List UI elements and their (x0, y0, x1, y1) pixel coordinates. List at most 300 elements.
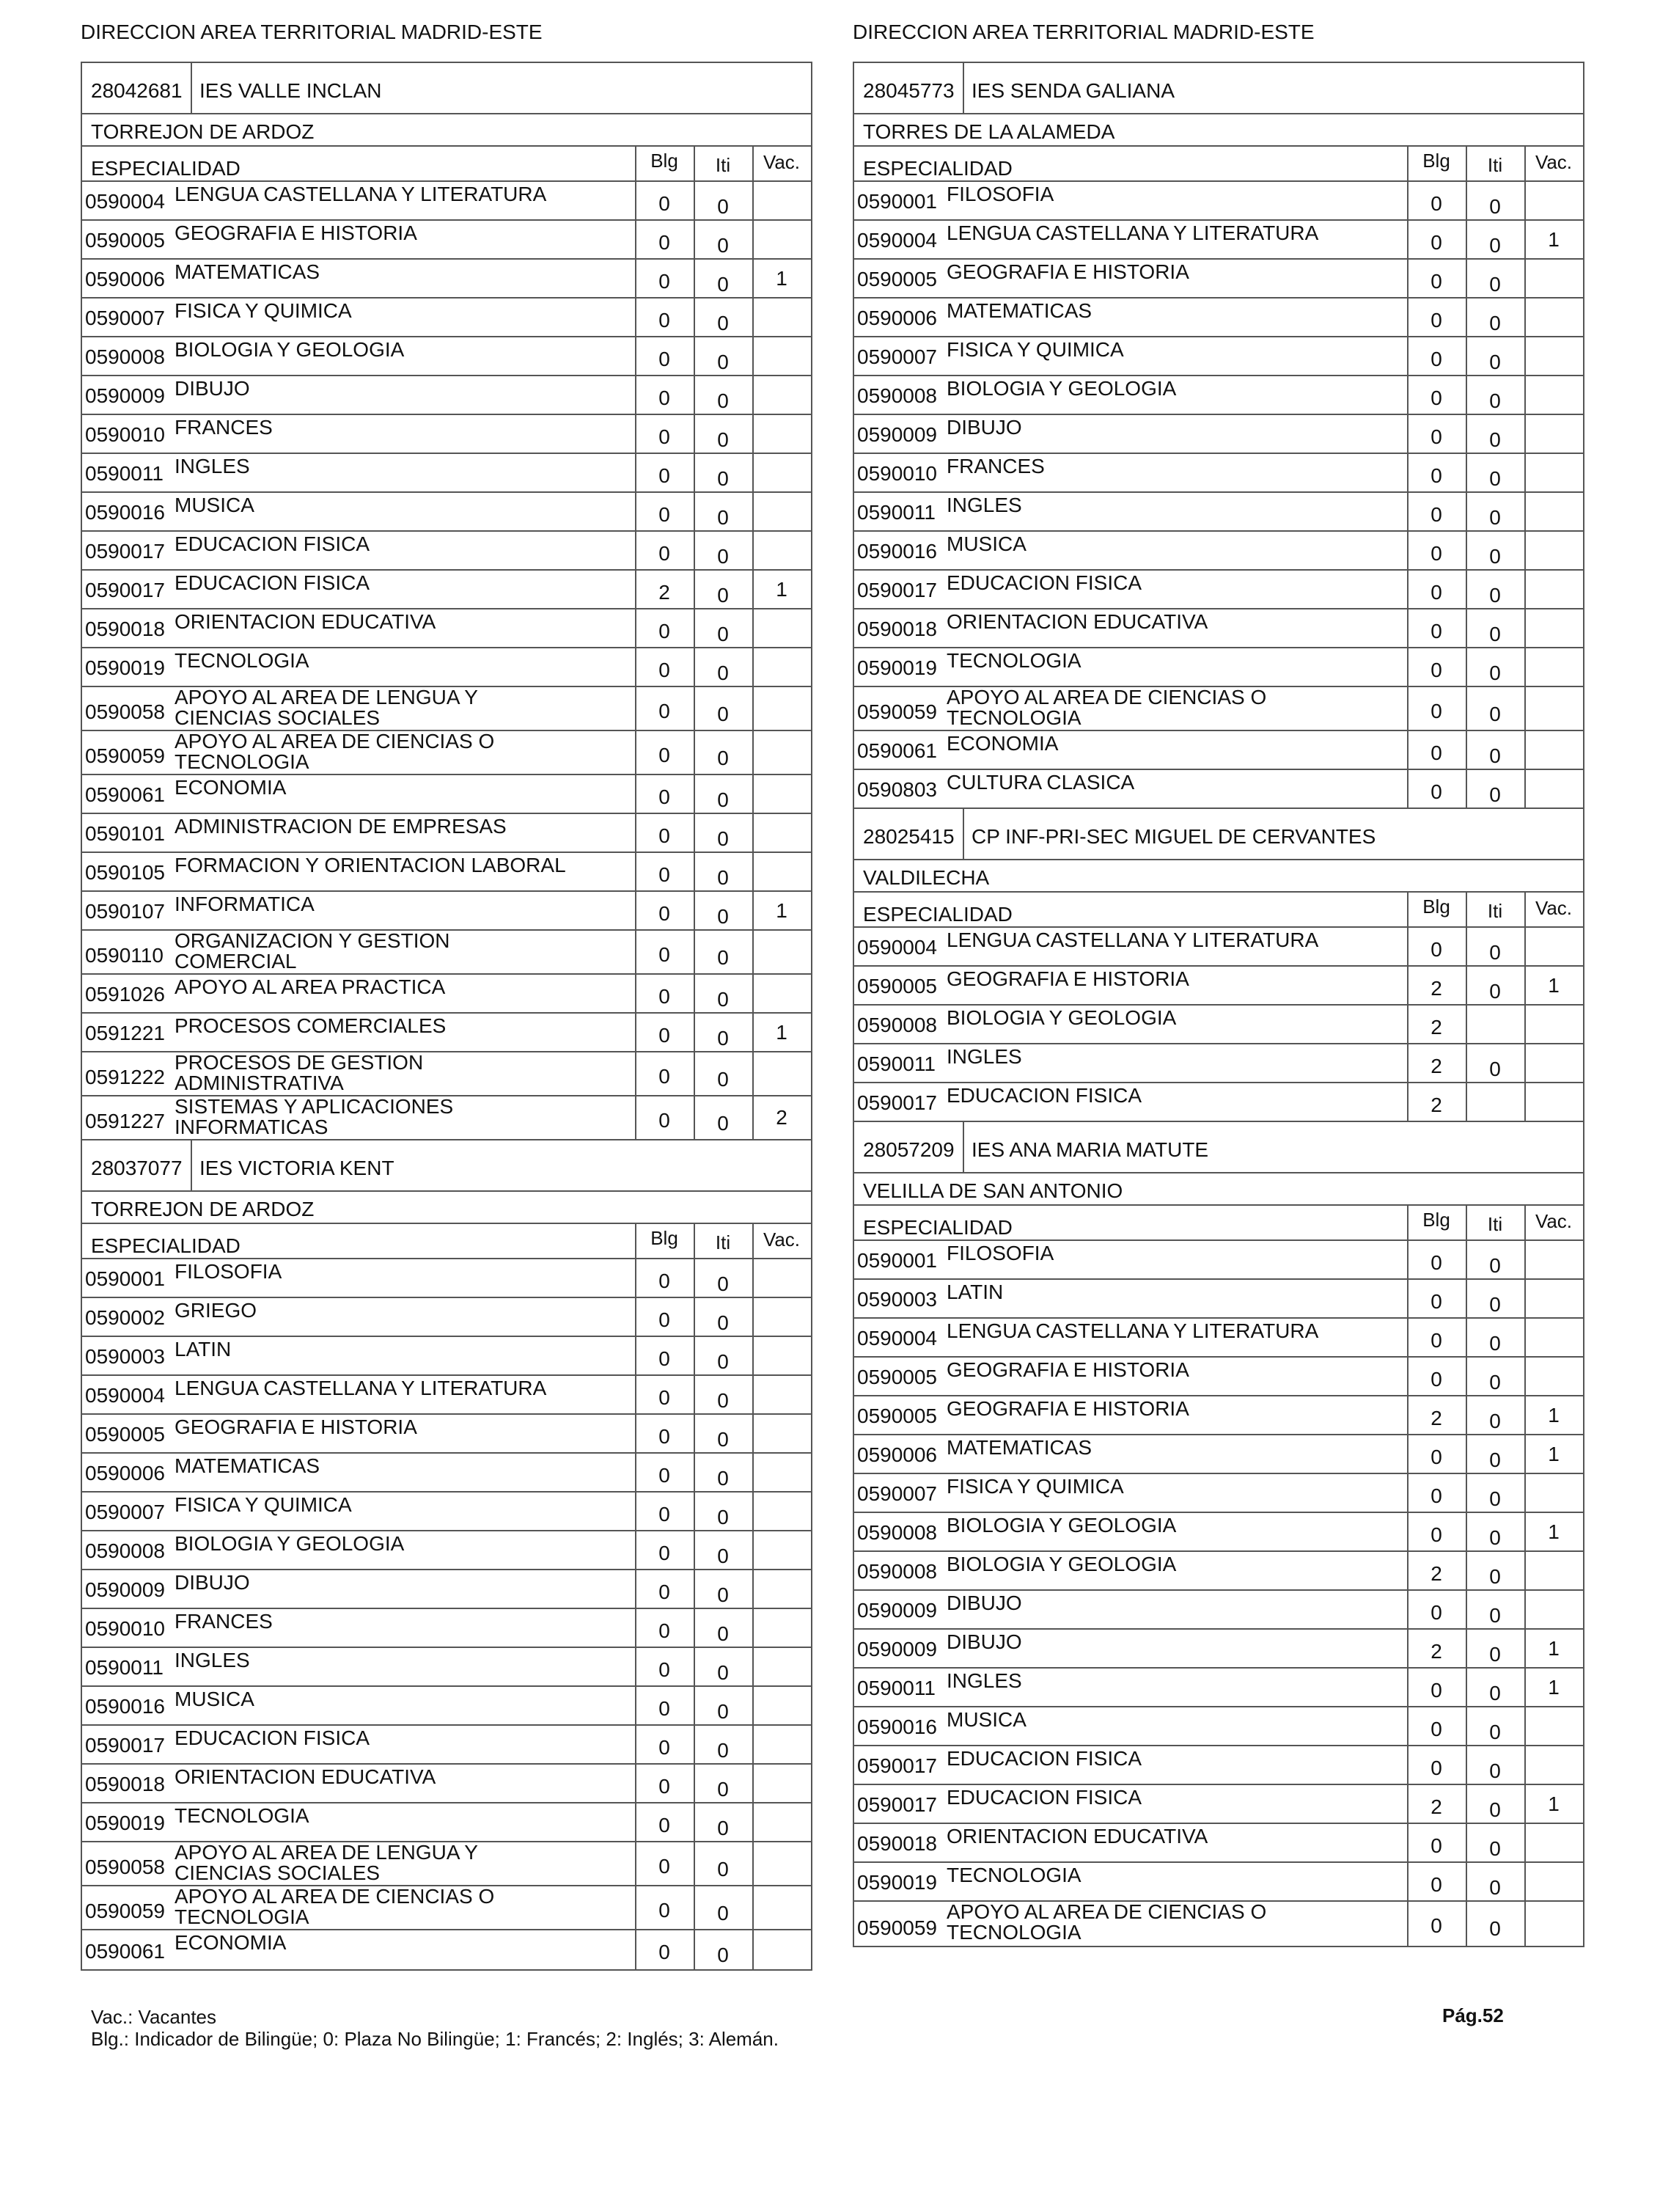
specialty-name-line: EDUCACION FISICA (947, 1747, 1142, 1770)
specialty-code: 0590061 (85, 1940, 166, 1963)
divider (1524, 532, 1526, 569)
table-row (854, 1474, 1583, 1513)
center-code: 28042681 (91, 79, 183, 102)
specialty-name (947, 496, 1022, 515)
specialty-code: 0590011 (85, 462, 164, 485)
specialty-name-line: APOYO AL AREA PRACTICA (175, 975, 446, 998)
specialty-name (175, 895, 315, 914)
specialty-name (947, 967, 1189, 990)
specialty-code: 0590017 (857, 1754, 938, 1777)
table-row (854, 1044, 1583, 1083)
specialty-code: 0590016 (857, 540, 938, 563)
specialty-code: 0590107 (85, 900, 166, 923)
specialty-code: 0590017 (857, 579, 938, 601)
vac-value: 2 (776, 1106, 787, 1129)
specialty-name (175, 1454, 320, 1477)
divider (1524, 731, 1526, 769)
specialty-name-line: DIBUJO (947, 1592, 1022, 1614)
iti-value: 0 (717, 234, 729, 257)
blg-value: 0 (1431, 309, 1442, 332)
specialty-code: 0590061 (857, 739, 938, 762)
specialty-code: 0590018 (857, 618, 938, 640)
divider (752, 415, 754, 453)
blg-value: 0 (658, 192, 670, 215)
divider (752, 1726, 754, 1763)
specialty-name-line: DIBUJO (947, 1630, 1022, 1653)
specialty-name (175, 1886, 494, 1927)
specialty-code: 0590009 (857, 1638, 938, 1660)
blg-value: 2 (1431, 1562, 1442, 1585)
town-name: TORREJON DE ARDOZ (91, 120, 315, 143)
blg-value: 0 (658, 1425, 670, 1448)
iti-value: 0 (717, 1350, 729, 1373)
specialty-name-line: PROCESOS COMERCIALES (175, 1014, 447, 1037)
specialty-name-line: EDUCACION FISICA (947, 1084, 1142, 1107)
divider (1524, 415, 1526, 453)
specialty-code: 0590101 (85, 822, 166, 845)
table-row (854, 1280, 1583, 1319)
specialty-name (947, 687, 1266, 728)
center-name: IES ANA MARIA MATUTE (972, 1138, 1209, 1161)
blg-value: 0 (1431, 503, 1442, 526)
iti-value: 0 (717, 1944, 729, 1966)
iti-value: 0 (717, 703, 729, 725)
specialty-name-line: GEOGRAFIA E HISTORIA (947, 1397, 1189, 1420)
specialty-code: 0590011 (857, 1052, 936, 1075)
iti-value: 0 (1489, 1721, 1501, 1743)
specialty-name-line: EDUCACION FISICA (175, 571, 370, 594)
specialty-name-line: ORIENTACION EDUCATIVA (175, 1765, 436, 1788)
table-row (82, 892, 811, 931)
divider (1524, 1319, 1526, 1356)
divider (1524, 1552, 1526, 1589)
specialty-name-line: BIOLOGIA Y GEOLOGIA (947, 1514, 1177, 1537)
iti-value: 0 (1489, 312, 1501, 334)
divider (752, 337, 754, 375)
divider (1524, 609, 1526, 647)
table-row (82, 221, 811, 260)
header-iti: Iti (715, 154, 731, 176)
blg-value: 0 (658, 1581, 670, 1603)
blg-value: 0 (658, 1542, 670, 1564)
specialty-name (175, 651, 309, 670)
iti-value: 0 (717, 1112, 729, 1135)
specialty-name-line: TECNOLOGIA (947, 1864, 1081, 1886)
divider (1524, 1280, 1526, 1317)
specialty-name (175, 1340, 231, 1359)
specialty-name (947, 1283, 1003, 1302)
specialty-name-line: LATIN (175, 1338, 232, 1360)
header-blg: Blg (1422, 1209, 1450, 1231)
header-blg: Blg (650, 1227, 678, 1249)
town-row (854, 1173, 1583, 1206)
blg-value: 2 (1431, 1407, 1442, 1429)
specialty-name (175, 496, 254, 515)
divider (1524, 687, 1526, 730)
blg-value: 0 (1431, 1679, 1442, 1702)
header-vac: Vac. (1535, 1210, 1573, 1232)
vac-value: 1 (1548, 1443, 1560, 1465)
divider (752, 1803, 754, 1841)
table-row (854, 1863, 1583, 1902)
iti-value: 0 (1489, 1254, 1501, 1277)
vac-value: 1 (1548, 1404, 1560, 1427)
specialty-name (175, 1301, 257, 1320)
center-name: IES VALLE INCLAN (199, 79, 382, 102)
specialty-name-line: COMERCIAL (175, 950, 297, 973)
divider (1524, 1044, 1526, 1082)
specialty-code: 0590007 (857, 1482, 938, 1505)
specialty-code: 0590010 (85, 423, 166, 446)
blg-value: 0 (658, 1270, 670, 1292)
blg-value: 0 (1431, 1329, 1442, 1352)
specialty-name (175, 260, 320, 283)
specialty-name-line: EDUCACION FISICA (175, 532, 370, 555)
table-row (82, 337, 811, 376)
specialty-name (947, 1866, 1081, 1885)
specialty-name (947, 1438, 1092, 1457)
iti-value: 0 (1489, 351, 1501, 373)
specialty-code: 0590008 (857, 1521, 938, 1544)
table-row (854, 1552, 1583, 1591)
table-row (854, 337, 1583, 376)
specialty-code: 0590004 (85, 1384, 166, 1407)
table-row (82, 1454, 811, 1493)
blg-value: 0 (658, 309, 670, 332)
specialty-name (947, 612, 1208, 631)
specialty-code: 0590011 (85, 1656, 164, 1679)
center-name: IES SENDA GALIANA (972, 79, 1175, 102)
specialty-name-line: FRANCES (947, 455, 1045, 477)
divider (752, 182, 754, 219)
specialty-name (175, 1765, 436, 1788)
table-row (82, 260, 811, 299)
blg-value: 0 (658, 1109, 670, 1132)
table-row (82, 731, 811, 775)
divider (752, 1454, 754, 1491)
vac-value: 1 (1548, 1520, 1560, 1543)
specialty-name-line: CULTURA CLASICA (947, 771, 1135, 794)
specialty-name (175, 457, 250, 476)
specialty-name (947, 1594, 1022, 1613)
table-row (854, 1669, 1583, 1707)
table-row (854, 260, 1583, 299)
specialty-name (175, 185, 546, 204)
town-name: TORRES DE LA ALAMEDA (863, 120, 1115, 143)
iti-value: 0 (1489, 1604, 1501, 1627)
specialty-name (947, 379, 1176, 398)
specialty-name (947, 301, 1092, 321)
specialty-name (947, 1671, 1022, 1691)
iti-value: 0 (717, 1700, 729, 1723)
iti-value: 0 (1489, 195, 1501, 218)
specialty-name-line: BIOLOGIA Y GEOLOGIA (947, 1553, 1177, 1575)
specialty-name-line: LATIN (947, 1281, 1004, 1303)
specialty-name-line: GEOGRAFIA E HISTORIA (947, 260, 1189, 283)
specialty-code: 0590016 (85, 501, 166, 524)
specialty-name (175, 1573, 250, 1592)
blg-value: 0 (1431, 387, 1442, 409)
specialty-code: 0590005 (85, 229, 166, 252)
specialty-name-line: GEOGRAFIA E HISTORIA (175, 1416, 417, 1438)
table-row (854, 1630, 1583, 1669)
blg-value: 0 (1431, 1834, 1442, 1857)
blg-value: 0 (658, 1347, 670, 1370)
blg-value: 0 (1431, 700, 1442, 722)
iti-value: 0 (1489, 1798, 1501, 1821)
specialty-name (947, 340, 1124, 359)
specialty-name-line: INGLES (175, 1649, 250, 1671)
specialty-code: 0590019 (85, 1812, 166, 1834)
specialty-name (947, 1749, 1142, 1768)
iti-value: 0 (1489, 1332, 1501, 1355)
blg-value: 2 (1431, 1795, 1442, 1818)
table-row (854, 609, 1583, 648)
specialty-name (175, 1418, 417, 1437)
table-row (854, 687, 1583, 731)
iti-value: 0 (717, 788, 729, 811)
specialty-name-line: TECNOLOGIA (175, 649, 309, 672)
page-number: Pág.52 (1442, 2004, 1504, 2026)
iti-value: 0 (1489, 1682, 1501, 1704)
blg-value: 0 (658, 1065, 670, 1088)
divider (752, 1052, 754, 1095)
specialty-name-line: TECNOLOGIA (947, 1921, 1081, 1944)
specialty-name-line: INGLES (175, 455, 250, 477)
specialty-code: 0590058 (85, 700, 166, 723)
specialty-code: 0590002 (85, 1306, 166, 1329)
iti-value: 0 (717, 1622, 729, 1645)
blg-value: 0 (658, 700, 670, 722)
iti-value: 0 (1489, 584, 1501, 607)
specialty-name (175, 1933, 286, 1952)
specialty-name-line: ADMINISTRATIVA (175, 1072, 344, 1094)
town-name: VALDILECHA (863, 866, 990, 889)
specialty-code: 0591221 (85, 1022, 166, 1044)
header-blg: Blg (650, 150, 678, 172)
specialty-name-line: EDUCACION FISICA (947, 571, 1142, 594)
specialty-code: 0590005 (85, 1423, 166, 1446)
blg-value: 0 (658, 985, 670, 1008)
specialty-name (947, 457, 1045, 476)
table-row (82, 1803, 811, 1842)
center-name: CP INF-PRI-SEC MIGUEL DE CERVANTES (972, 825, 1376, 848)
specialty-name (947, 1788, 1142, 1807)
blg-value: 0 (1431, 780, 1442, 803)
table-row (82, 931, 811, 975)
specialty-code: 0590009 (857, 423, 938, 446)
iti-value: 0 (717, 1027, 729, 1050)
blg-value: 2 (658, 581, 670, 604)
directorate-heading: DIRECCION AREA TERRITORIAL MADRID-ESTE (81, 21, 543, 43)
vac-value: 1 (776, 578, 787, 601)
specialty-name-line: LENGUA CASTELLANA Y LITERATURA (175, 1377, 547, 1399)
divider (1466, 1083, 1467, 1121)
specialty-name (175, 612, 436, 631)
specialty-name (175, 931, 449, 972)
divider (1524, 1902, 1526, 1946)
specialty-name-line: FRANCES (175, 416, 273, 439)
specialty-name-line: APOYO AL AREA DE CIENCIAS O (175, 730, 495, 752)
specialty-name-line: INGLES (947, 494, 1022, 516)
table-row (854, 1319, 1583, 1358)
divider (752, 775, 754, 813)
center-code: 28057209 (863, 1138, 955, 1161)
iti-value: 0 (1489, 662, 1501, 684)
specialty-name-line: MATEMATICAS (175, 260, 320, 283)
specialty-name (947, 1516, 1176, 1535)
specialty-name-line: MUSICA (947, 532, 1027, 555)
table-row (82, 415, 811, 454)
divider (752, 1259, 754, 1297)
legend-bilingue: Blg.: Indicador de Bilingüe; 0: Plaza No Bilingüe; 1: Francés; 2: Inglés; 3: Alemán. (91, 2028, 779, 2050)
specialty-code: 0590017 (857, 1091, 938, 1114)
table-row (854, 1006, 1583, 1044)
iti-value: 0 (717, 946, 729, 969)
specialty-name-line: TECNOLOGIA (947, 649, 1081, 672)
specialty-code: 0590059 (857, 700, 938, 723)
specialty-name (947, 1555, 1176, 1574)
divider (1524, 648, 1526, 686)
specialty-name-line: FILOSOFIA (947, 183, 1054, 205)
blg-value: 0 (1431, 1873, 1442, 1896)
blg-value: 0 (658, 1024, 670, 1047)
blg-value: 2 (1431, 1016, 1442, 1039)
specialty-name (175, 301, 352, 321)
divider (191, 63, 192, 113)
iti-value: 0 (717, 662, 729, 684)
specialty-code: 0590011 (857, 501, 936, 524)
specialty-code: 0590008 (857, 1014, 938, 1036)
blg-value: 0 (658, 620, 670, 642)
specialty-code: 0590016 (85, 1695, 166, 1718)
specialty-name (175, 571, 370, 594)
blg-value: 0 (1431, 581, 1442, 604)
blg-value: 0 (658, 270, 670, 293)
divider (1524, 1707, 1526, 1745)
specialty-code: 0590008 (857, 384, 938, 407)
table-row (854, 532, 1583, 571)
divider (1524, 182, 1526, 219)
table-row (854, 770, 1583, 809)
specialty-code: 0590018 (85, 1773, 166, 1795)
specialty-code: 0590008 (857, 1560, 938, 1583)
specialty-name-line: INFORMATICA (175, 893, 315, 915)
divider (752, 609, 754, 647)
specialty-name-line: FILOSOFIA (175, 1260, 282, 1283)
iti-value: 0 (717, 866, 729, 889)
divider (752, 493, 754, 530)
divider (1524, 928, 1526, 965)
header-vac: Vac. (1535, 897, 1573, 919)
table-row (854, 1824, 1583, 1863)
table-row (82, 1930, 811, 1969)
specialty-name (175, 1379, 546, 1398)
iti-value: 0 (1489, 744, 1501, 767)
specialty-name-line: APOYO AL AREA DE LENGUA Y (175, 1841, 478, 1864)
blg-value: 0 (658, 387, 670, 409)
blg-value: 0 (1431, 1368, 1442, 1391)
specialty-name (947, 773, 1134, 792)
specialty-name (175, 1262, 282, 1281)
specialty-name-line: INGLES (947, 1669, 1022, 1692)
divider (1524, 770, 1526, 807)
table-row (82, 1493, 811, 1531)
specialty-code: 0590005 (857, 268, 938, 290)
header-especialidad: ESPECIALIDAD (863, 1216, 1013, 1239)
table-row (82, 853, 811, 892)
divider (1524, 1474, 1526, 1512)
iti-value: 0 (717, 1272, 729, 1295)
blg-value: 0 (658, 744, 670, 766)
blg-value: 0 (1431, 348, 1442, 370)
iti-value: 0 (717, 1583, 729, 1606)
iti-value: 0 (717, 506, 729, 529)
table-row (854, 415, 1583, 454)
blg-value: 0 (658, 542, 670, 565)
specialty-name (947, 1360, 1189, 1380)
table-row (82, 1415, 811, 1454)
table-row (82, 1096, 811, 1140)
iti-value: 0 (1489, 1487, 1501, 1510)
vac-value: 1 (1548, 1637, 1560, 1660)
iti-value: 0 (1489, 428, 1501, 451)
specialty-name-line: LENGUA CASTELLANA Y LITERATURA (175, 183, 547, 205)
iti-value: 0 (717, 467, 729, 490)
specialty-code: 0590005 (857, 1366, 938, 1388)
table-row (854, 182, 1583, 221)
specialty-name-line: FORMACION Y ORIENTACION LABORAL (175, 854, 566, 876)
specialty-code: 0590059 (857, 1916, 938, 1939)
divider (752, 221, 754, 258)
divider (1524, 1824, 1526, 1861)
iti-value: 0 (717, 351, 729, 373)
table-row (82, 1052, 811, 1096)
specialty-name (947, 185, 1054, 204)
specialty-name (175, 1052, 423, 1094)
specialty-name-line: SISTEMAS Y APLICACIONES (175, 1095, 454, 1118)
iti-value: 0 (1489, 1449, 1501, 1471)
iti-value: 0 (717, 1068, 729, 1091)
vacancy-table (81, 62, 812, 1971)
specialty-name-line: CIENCIAS SOCIALES (175, 1861, 381, 1884)
specialty-name (947, 1244, 1054, 1263)
header-iti: Iti (1487, 900, 1503, 922)
divider (191, 1140, 192, 1190)
specialty-name-line: LENGUA CASTELLANA Y LITERATURA (947, 929, 1319, 951)
specialty-name-line: BIOLOGIA Y GEOLOGIA (947, 377, 1177, 400)
town-row (82, 114, 811, 147)
specialty-code: 0590001 (857, 1249, 938, 1272)
specialty-name-line: LENGUA CASTELLANA Y LITERATURA (947, 221, 1319, 244)
legend-vacantes: Vac.: Vacantes (91, 2006, 217, 2028)
specialty-name-line: TECNOLOGIA (175, 750, 309, 773)
specialty-name-line: MUSICA (175, 1688, 254, 1710)
specialty-name-line: MATEMATICAS (175, 1454, 320, 1477)
specialty-name-line: FRANCES (175, 1610, 273, 1633)
table-row (82, 775, 811, 814)
divider (752, 853, 754, 890)
specialty-name-line: DIBUJO (947, 416, 1022, 439)
town-name: TORREJON DE ARDOZ (91, 1198, 315, 1220)
divider (752, 1609, 754, 1647)
divider (752, 1493, 754, 1530)
divider (963, 1122, 964, 1172)
specialty-name-line: ORIENTACION EDUCATIVA (947, 1825, 1208, 1847)
specialty-name (175, 1612, 273, 1631)
table-row (854, 928, 1583, 967)
specialty-name (175, 1842, 478, 1883)
